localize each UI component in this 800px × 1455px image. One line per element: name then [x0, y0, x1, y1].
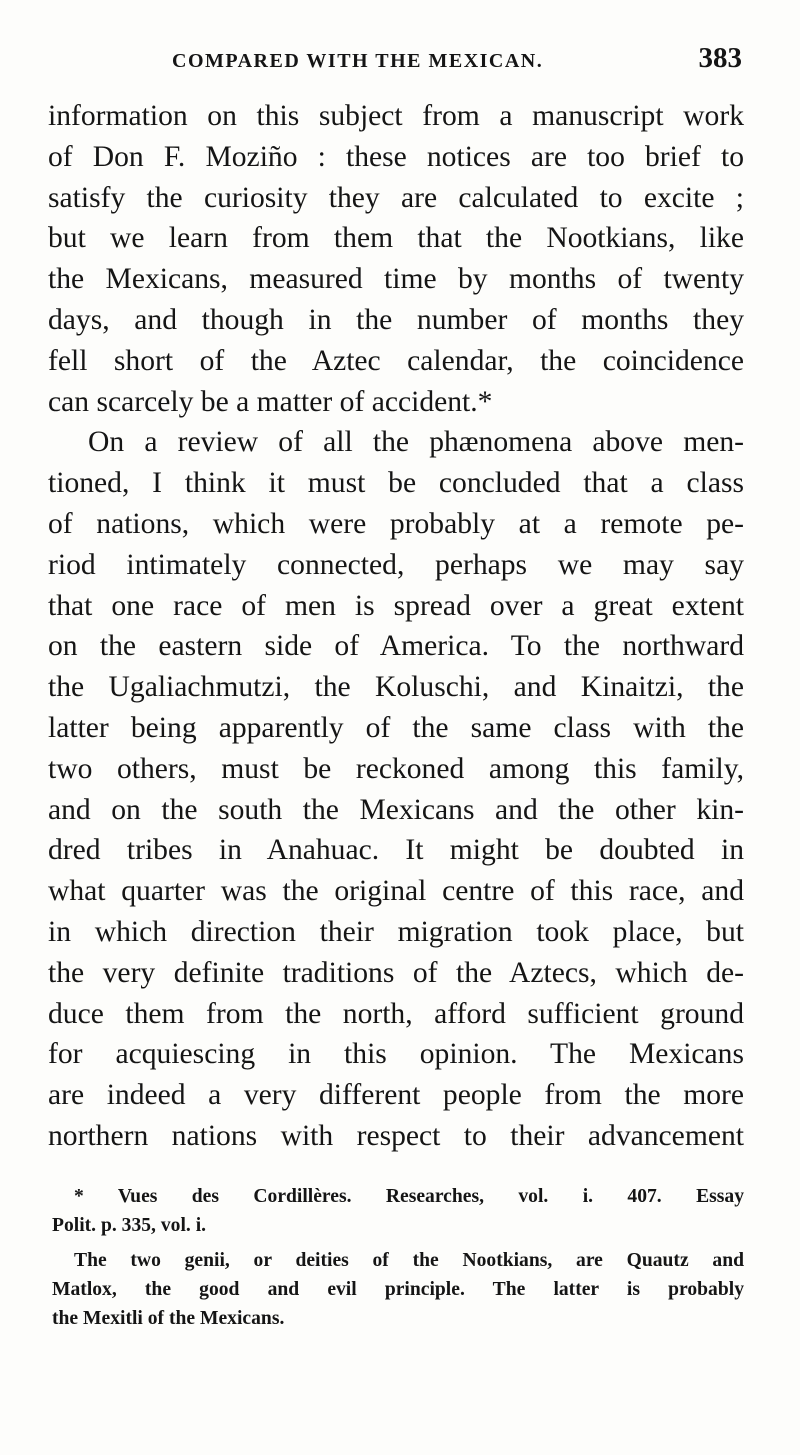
text-line: but we learn from them that the Nootkians, like [48, 222, 744, 255]
text-line: days, and though in the number of months they [48, 303, 744, 336]
text-line: what quarter was the original centre of this race, and [48, 875, 744, 908]
text-line: two others, must be reckoned among this family, [48, 752, 744, 785]
footnote-line: * Vues des Cordillères. Researches, vol. i. 407. Essay [74, 1186, 744, 1207]
text-line: and on the south the Mexicans and the other kin- [48, 793, 744, 826]
text-line: dred tribes in Anahuac. It might be doubted in [48, 834, 744, 867]
text-line: of Don F. Moziño : these notices are too brief to [48, 140, 744, 173]
text-line: can scarcely be a matter of accident.* [48, 385, 493, 418]
text-line: the very definite traditions of the Aztecs, which de- [48, 956, 744, 989]
text-line: latter being apparently of the same class with the [48, 711, 744, 744]
text-line: information on this subject from a manuscript work [48, 100, 744, 132]
page-number: 383 [698, 42, 742, 74]
text-line: are indeed a very different people from the more [48, 1079, 744, 1112]
text-line: on the eastern side of America. To the northward [48, 630, 744, 663]
text-line: the Mexicans, measured time by months of twenty [48, 263, 744, 296]
running-head: COMPARED WITH THE MEXICAN. [172, 50, 544, 72]
footnote-line: Matlox, the good and evil principle. The latter is probably [52, 1279, 744, 1300]
paragraph-start-line: On a review of all the phænomena above men- [88, 426, 744, 459]
text-line: for acquiescing in this opinion. The Mexicans [48, 1038, 744, 1071]
footnotes [52, 1182, 744, 1333]
footnote-line: The two genii, or deities of the Nootkians, are Quautz and [74, 1250, 744, 1271]
text-line: duce them from the north, afford sufficient ground [48, 997, 744, 1030]
text-line: of nations, which were probably at a remote pe- [48, 507, 744, 540]
text-line: riod intimately connected, perhaps we may say [48, 548, 744, 581]
text-line: northern nations with respect to their advancement [48, 1119, 744, 1152]
footnote-line: Polit. p. 335, vol. i. [52, 1215, 207, 1236]
text-line: satisfy the curiosity they are calculated to excite ; [48, 181, 744, 214]
text-line: fell short of the Aztec calendar, the coincidence [48, 344, 744, 377]
text-line: in which direction their migration took place, but [48, 915, 744, 948]
text-line: tioned, I think it must be concluded that a class [48, 467, 744, 500]
footnote-line: the Mexitli of the Mexicans. [52, 1308, 285, 1329]
body-text [48, 96, 744, 1157]
text-line: the Ugaliachmutzi, the Koluschi, and Kinaitzi, the [48, 671, 744, 704]
text-line: that one race of men is spread over a great extent [48, 589, 744, 622]
page-header [172, 42, 742, 82]
